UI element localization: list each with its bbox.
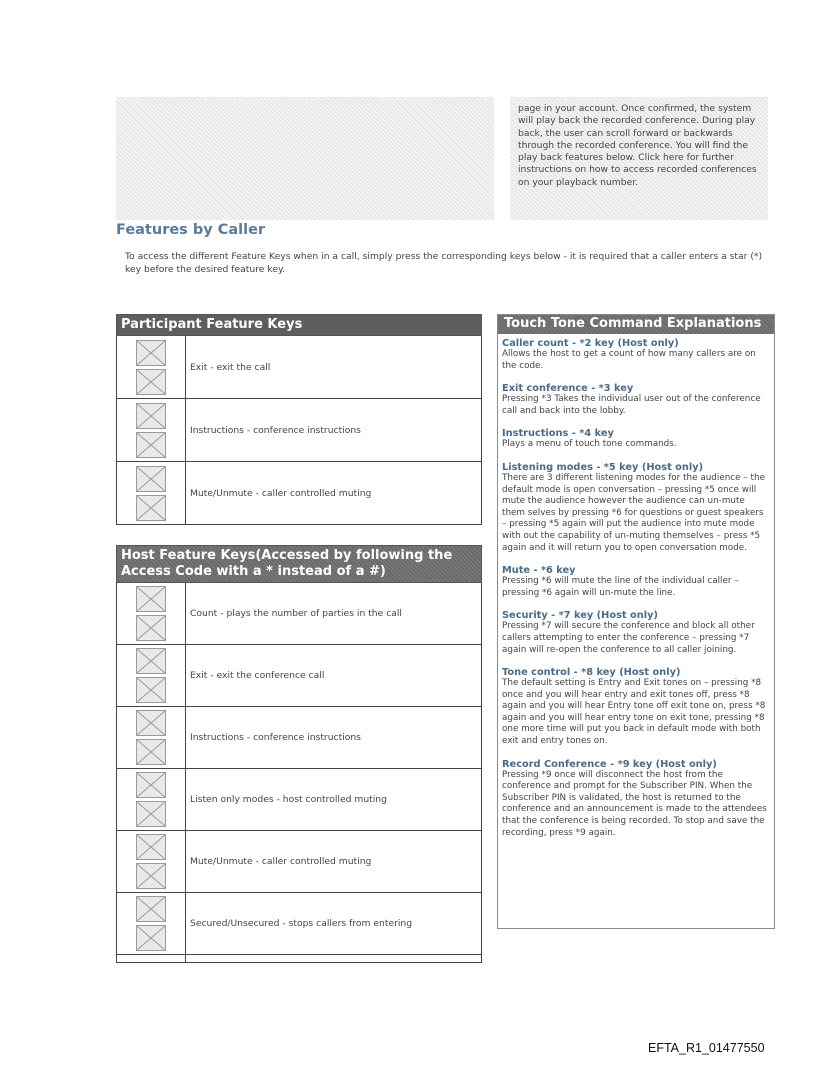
table-row [117,645,482,707]
icon-cell [117,645,186,707]
broken-image-icon [136,648,166,674]
feature-description: Exit - exit the call [186,336,482,399]
icon-cell [117,707,186,769]
command-title: Record Conference - *9 key (Host only) [502,758,717,770]
broken-image-icon [136,677,166,703]
broken-image-icon [136,340,166,366]
table-row [117,707,482,769]
command-item [502,667,770,748]
touch-tone-panel [497,314,775,929]
broken-image-icon [136,739,166,765]
image-placeholder-panel [116,97,494,220]
icon-cell [117,893,186,955]
icon-cell [117,399,186,462]
touch-tone-title: Touch Tone Command Explanations [498,315,774,334]
broken-image-icon [136,369,166,395]
command-item [502,428,770,451]
feature-description: Mute/Unmute - caller controlled muting [186,462,482,525]
command-item [502,338,770,372]
command-text: Allows the host to get a count of how many callers are on the code. [502,349,756,371]
feature-description: Secured/Unsecured - stops callers from entering [186,893,482,955]
icon-cell [117,831,186,893]
broken-image-icon [136,863,166,889]
command-text: Pressing *3 Takes the individual user out of the conference call and back into the lobby. [502,394,761,416]
playback-note-text: page in your account. Once confirmed, the system will play back the recorded conference. During play back, the user can scroll forward or backwards through the recorded conference. You will find the play back features below. Click here for further instructions on how to access recorded conferences on your playback number. [518,103,757,188]
command-text: Plays a menu of touch tone commands. [502,439,677,450]
broken-image-icon [136,896,166,922]
feature-description: Listen only modes - host controlled muting [186,769,482,831]
broken-image-icon [136,801,166,827]
playback-note-panel [510,97,768,220]
command-item [502,610,770,656]
feature-description: Instructions - conference instructions [186,707,482,769]
broken-image-icon [136,466,166,492]
command-text: Pressing *9 once will disconnect the host from the conference and prompt for the Subscriber PIN. When the Subscriber PIN is validated, the host is returned to the conference and an announcement is made to the attendees that the conference is being recorded. To stop and save the recording, press *9 again. [502,769,767,838]
feature-description: Exit - exit the conference call [186,645,482,707]
command-title: Caller count - *2 key (Host only) [502,338,679,349]
command-title: Instructions - *4 key [502,428,614,440]
features-title: Features by Caller [116,222,266,238]
command-text: The default setting is Entry and Exit tones on – pressing *8 once and you will hear entry and exit tones off, press *8 again and you will hear Entry tone off exit tone on, press *8 again and you will hear entry tone on exit tone, pressing *8 one more time will put you back in default mode with both exit and entry tones on. [502,678,766,747]
command-item [502,759,770,840]
table-row [117,399,482,462]
feature-description: Mute/Unmute - caller controlled muting [186,831,482,893]
broken-image-icon [136,495,166,521]
host-feature-table [116,545,482,963]
icon-cell [117,462,186,525]
command-text: There are 3 different listening modes for the audience – the default mode is open conversation – pressing *5 once will mute the audience however the audience can un-mute them selves by pressing *6 for questions or guest speakers – pressing *5 again will put the audience into mute mode with out the capability of un-muting themselves – press *5 again and it will return you to open conversation mode. [502,472,765,553]
command-title: Exit conference - *3 key [502,383,634,395]
participant-feature-table [116,314,482,525]
host-table-title: Host Feature Keys(Accessed by following the Access Code with a * instead of a #) [117,546,482,583]
broken-image-icon [136,772,166,798]
command-item [502,383,770,417]
broken-image-icon [136,615,166,641]
table-row [117,893,482,955]
command-text: Pressing *6 will mute the line of the individual caller – pressing *6 again will un-mute the line. [502,576,739,598]
intro-text: To access the different Feature Keys when in a call, simply press the corresponding keys below - it is required that a caller enters a star (*) key before the desired feature key. [125,251,763,275]
icon-cell [117,336,186,399]
participant-table-title: Participant Feature Keys [117,315,482,336]
command-item [502,565,770,599]
icon-cell [117,769,186,831]
feature-description: Count - plays the number of parties in the call [186,583,482,645]
table-row [117,462,482,525]
table-row [117,583,482,645]
table-row [117,336,482,399]
table-row [117,831,482,893]
table-row [117,769,482,831]
command-item [502,462,770,554]
command-title: Listening modes - *5 key (Host only) [502,461,704,473]
icon-cell [117,583,186,645]
command-title: Mute - *6 key [502,565,576,577]
command-text: Pressing *7 will secure the conference and block all other callers attempting to enter the conference – pressing *7 again will re-open the conference to all caller joining. [502,621,755,655]
broken-image-icon [136,586,166,612]
broken-image-icon [136,925,166,951]
broken-image-icon [136,403,166,429]
broken-image-icon [136,710,166,736]
broken-image-icon [136,432,166,458]
document-id: EFTA_R1_01477550 [648,1041,765,1055]
table-row-spacer [117,955,482,963]
command-title: Tone control - *8 key (Host only) [502,667,681,679]
broken-image-icon [136,834,166,860]
feature-description: Instructions - conference instructions [186,399,482,462]
command-title: Security - *7 key (Host only) [502,610,658,622]
